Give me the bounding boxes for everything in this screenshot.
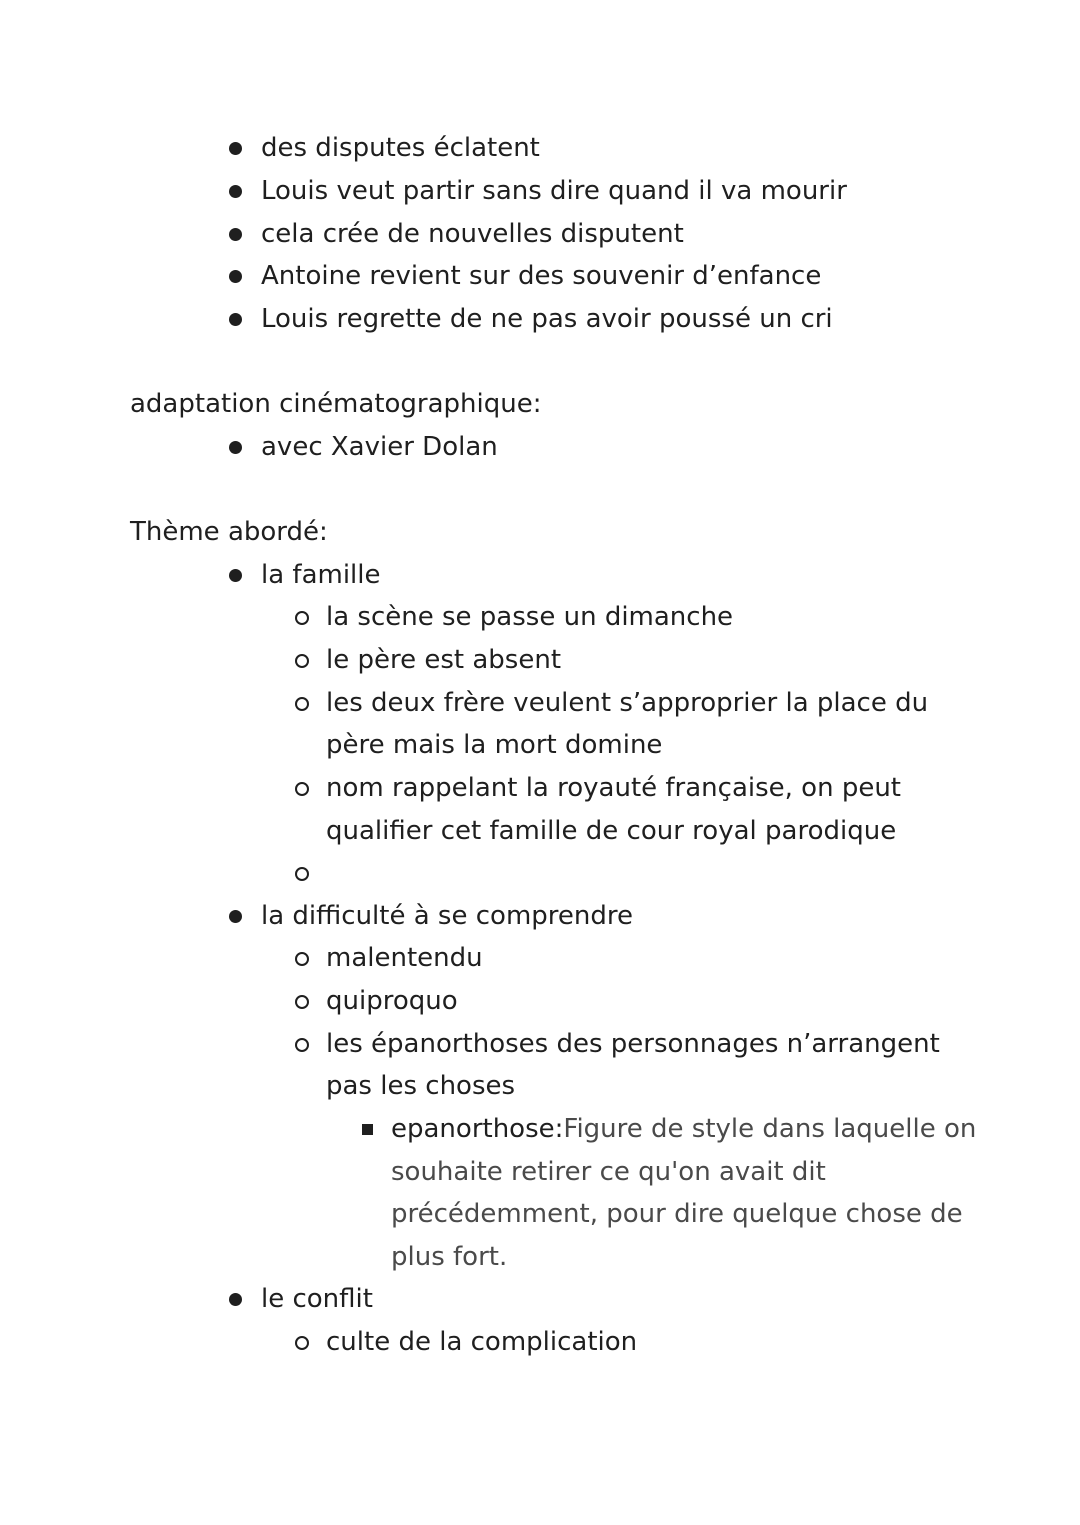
bullet-icon (229, 228, 242, 241)
hollow-bullet-icon (295, 867, 309, 881)
bullet-icon (229, 569, 242, 582)
hollow-bullet-icon (295, 697, 309, 711)
bullet-icon (229, 1293, 242, 1306)
definition-text: Figure de style dans laquelle on (563, 1114, 977, 1144)
hollow-bullet-icon (295, 611, 309, 625)
hollow-bullet-icon (295, 1038, 309, 1052)
bullet-icon (229, 185, 242, 198)
square-bullet-icon (362, 1124, 373, 1135)
bullet-icon (229, 441, 242, 454)
definition-term: epanorthose: (391, 1114, 564, 1144)
hollow-bullet-icon (295, 654, 309, 668)
hollow-bullet-icon (295, 782, 309, 796)
bullet-icon (229, 910, 242, 923)
hollow-bullet-icon (295, 952, 309, 966)
hollow-bullet-icon (295, 995, 309, 1009)
bullet-icon (229, 313, 242, 326)
hollow-bullet-icon (295, 1336, 309, 1350)
bullet-icon (229, 270, 242, 283)
bullet-icon (229, 142, 242, 155)
